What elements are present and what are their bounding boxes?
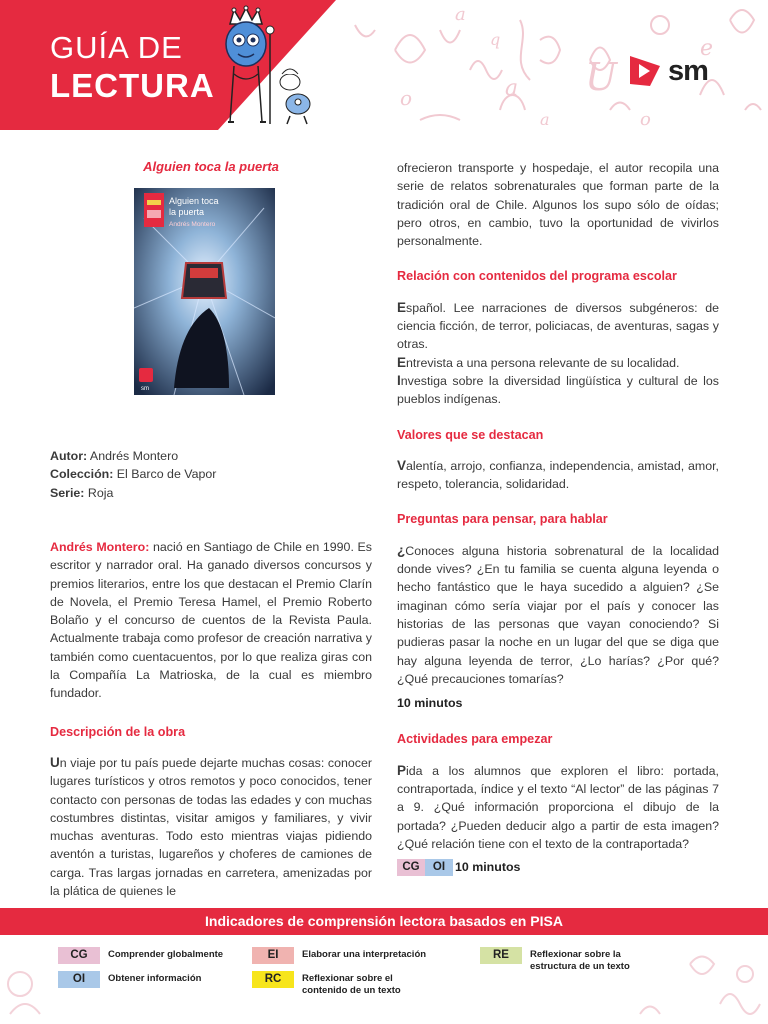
- sm-logo: [628, 54, 708, 88]
- left-column: [50, 150, 372, 899]
- guide-title-line1: GUÍA DE: [50, 30, 183, 65]
- questions-time: 10 minutos: [397, 696, 463, 711]
- description-body: n viaje por tu país puede dejarte muchas cosas: conocer lugares turísticos y otros remotos y poco conocidos, tener contacto con personas de todas las edades y con muchas costumbres distintas, visitar amigos y familiares, y vivir muchas aventuras. Todo esto mientras viajas pidiendo aventón a turistas, lugareños y choferes de camiones de carga. Tras largas jornadas en carretera, amenizadas por la plática de quienes le: [50, 755, 372, 899]
- legend-label: Reflexionar sobre la estructura de un texto: [530, 949, 630, 972]
- book-cover: [134, 188, 275, 395]
- meta-author-label: Autor:: [50, 449, 88, 463]
- guide-title: [50, 32, 215, 102]
- pisa-legend: [0, 944, 768, 1024]
- description-heading: Descripción de la obra: [50, 724, 186, 739]
- legend-label: Reflexionar sobre el contenido de un texto: [302, 973, 401, 996]
- description-drop-cap: U: [50, 754, 60, 770]
- activities-heading: Actividades para empezar: [397, 732, 553, 747]
- svg-text:o: o: [640, 109, 651, 130]
- values-body: alentía, arrojo, confianza, independencia, amistad, amor, respeto, tolerancia, solidaridad.: [397, 458, 719, 492]
- book-title: Alguien toca la puerta: [143, 159, 279, 174]
- program-item-drop: E: [397, 354, 407, 370]
- values-text: [397, 457, 719, 494]
- activities-drop-cap: P: [397, 762, 407, 778]
- program-list: [397, 299, 719, 409]
- legend-label: Elaborar una interpretación: [302, 949, 427, 960]
- questions-heading: Preguntas para pensar, para hablar: [397, 512, 608, 527]
- indicator-badge-oi: OI: [425, 859, 453, 876]
- svg-text:a: a: [455, 4, 466, 25]
- legend-badge: RC: [252, 971, 294, 988]
- legend-item-cg: [58, 947, 236, 964]
- program-item-text: nvestiga sobre la diversidad lingüística y cultural de los pueblos indígenas.: [397, 373, 719, 407]
- program-item-drop: I: [397, 372, 401, 388]
- author-bio-text: nació en Santiago de Chile en 1990. Es escritor y narrador oral. Ha ganado diversos concursos y premios literarios, entre los que destacan el Premio Clarín de Novela, el Premio Teresa Hamel, el Premio Roberto Bolaño y el concurso de cuentos de la Revista Paula. Actualmente trabaja como profesor de creación narrativa y también como cuentacuentos, por lo que realiza giras con la Compañía La Matrioska, de la cual es miembro fundador.: [50, 540, 372, 701]
- page-header: [0, 0, 768, 130]
- svg-text:o: o: [400, 86, 413, 110]
- sm-brand-text: sm: [668, 54, 708, 87]
- cover-title-line1: Alguien toca: [169, 196, 219, 206]
- legend-item-re: [480, 947, 658, 973]
- svg-text:a: a: [540, 110, 550, 129]
- author-name: Andrés Montero:: [50, 540, 150, 554]
- legend-badge: OI: [58, 971, 100, 988]
- indicator-badge-cg: CG: [397, 859, 425, 876]
- cover-title-line2: la puerta: [169, 207, 205, 217]
- meta-series: [50, 484, 372, 502]
- author-bio-section: [50, 538, 372, 900]
- meta-author: [50, 447, 372, 465]
- legend-badge: CG: [58, 947, 100, 964]
- program-item: [397, 372, 719, 409]
- program-item: [397, 354, 719, 372]
- svg-text:q: q: [490, 30, 501, 49]
- questions-text: [397, 542, 719, 688]
- guide-title-line2: LECTURA: [50, 67, 215, 104]
- pisa-indicators-bar: Indicadores de comprensión lectora basados en PISA: [0, 908, 768, 935]
- activities-body: ida a los alumnos que exploren el libro: portada, contraportada, índice y el texto “Al lector” de las páginas 7 a 9. ¿Qué información proporciona el dibujo de la portada? ¿Pueden deducir algo a partir de esta imagen? ¿Qué relación tiene con el texto de la contraportada?: [397, 763, 719, 851]
- values-heading: Valores que se destacan: [397, 427, 544, 442]
- description-text: [50, 754, 372, 900]
- svg-text:a: a: [505, 76, 519, 101]
- questions-drop-cap: ¿: [397, 542, 406, 558]
- meta-collection: [50, 465, 372, 483]
- legend-badge: EI: [252, 947, 294, 964]
- description-continued: ofrecieron transporte y hospedaje, el autor recopila una serie de relatos sobrenaturales que forman parte de la tradición oral de Chile. Algunos los supo sólo de oídas; pero otros, en cambio, tuvo la oportunidad de vivirlos personalmente.: [397, 161, 719, 249]
- program-heading: Relación con contenidos del programa escolar: [397, 269, 677, 284]
- questions-body: Conoces alguna historia sobrenatural de la localidad donde vives? ¿En tu familia se cuenta alguna leyenda o hecho fantástico que le haya sucedido a alguien? ¿Se imaginan cómo sería viajar por el país y conocer las historias de las personas que vayan conociendo? Si pudieras pasar la noche en un lugar del que se diga que hay alguna leyenda de terror, ¿Lo harías? ¿Por qué? ¿Qué precauciones tomarías?: [397, 543, 719, 686]
- program-item-drop: E: [397, 299, 407, 315]
- legend-item-ei: [252, 947, 430, 964]
- program-item-text: spañol. Lee narraciones de diversos subgéneros: de ciencia ficción, de terror, policiacas, de aventuras, sagas y otras.: [397, 300, 719, 352]
- cover-brand: sm: [141, 386, 149, 392]
- activities-time: 10 minutos: [455, 860, 521, 875]
- right-column: [397, 150, 719, 877]
- meta-series-value: Roja: [84, 485, 114, 500]
- legend-item-oi: [58, 971, 236, 988]
- legend-label: Obtener información: [108, 973, 202, 984]
- legend-badge: RE: [480, 947, 522, 964]
- cover-author: Andrés Montero: [169, 221, 216, 228]
- mascot-illustration: [212, 4, 322, 129]
- svg-text:e: e: [700, 36, 714, 61]
- svg-text:U: U: [585, 55, 618, 99]
- meta-series-label: Serie:: [50, 485, 85, 500]
- legend-item-rc: [252, 971, 430, 997]
- legend-label: Comprender globalmente: [108, 949, 224, 960]
- book-metadata: [50, 447, 372, 502]
- program-item: [397, 299, 719, 354]
- program-item-text: ntrevista a una persona relevante de su localidad.: [406, 355, 680, 370]
- play-logo-icon: [628, 54, 662, 88]
- meta-collection-value: El Barco de Vapor: [113, 467, 217, 482]
- author-bio: [50, 538, 372, 703]
- activities-indicators: [397, 858, 719, 876]
- meta-author-value: Andrés Montero: [87, 449, 179, 463]
- values-drop-cap: V: [397, 457, 407, 473]
- meta-collection-label: Colección:: [50, 467, 114, 482]
- activities-text: [397, 762, 719, 853]
